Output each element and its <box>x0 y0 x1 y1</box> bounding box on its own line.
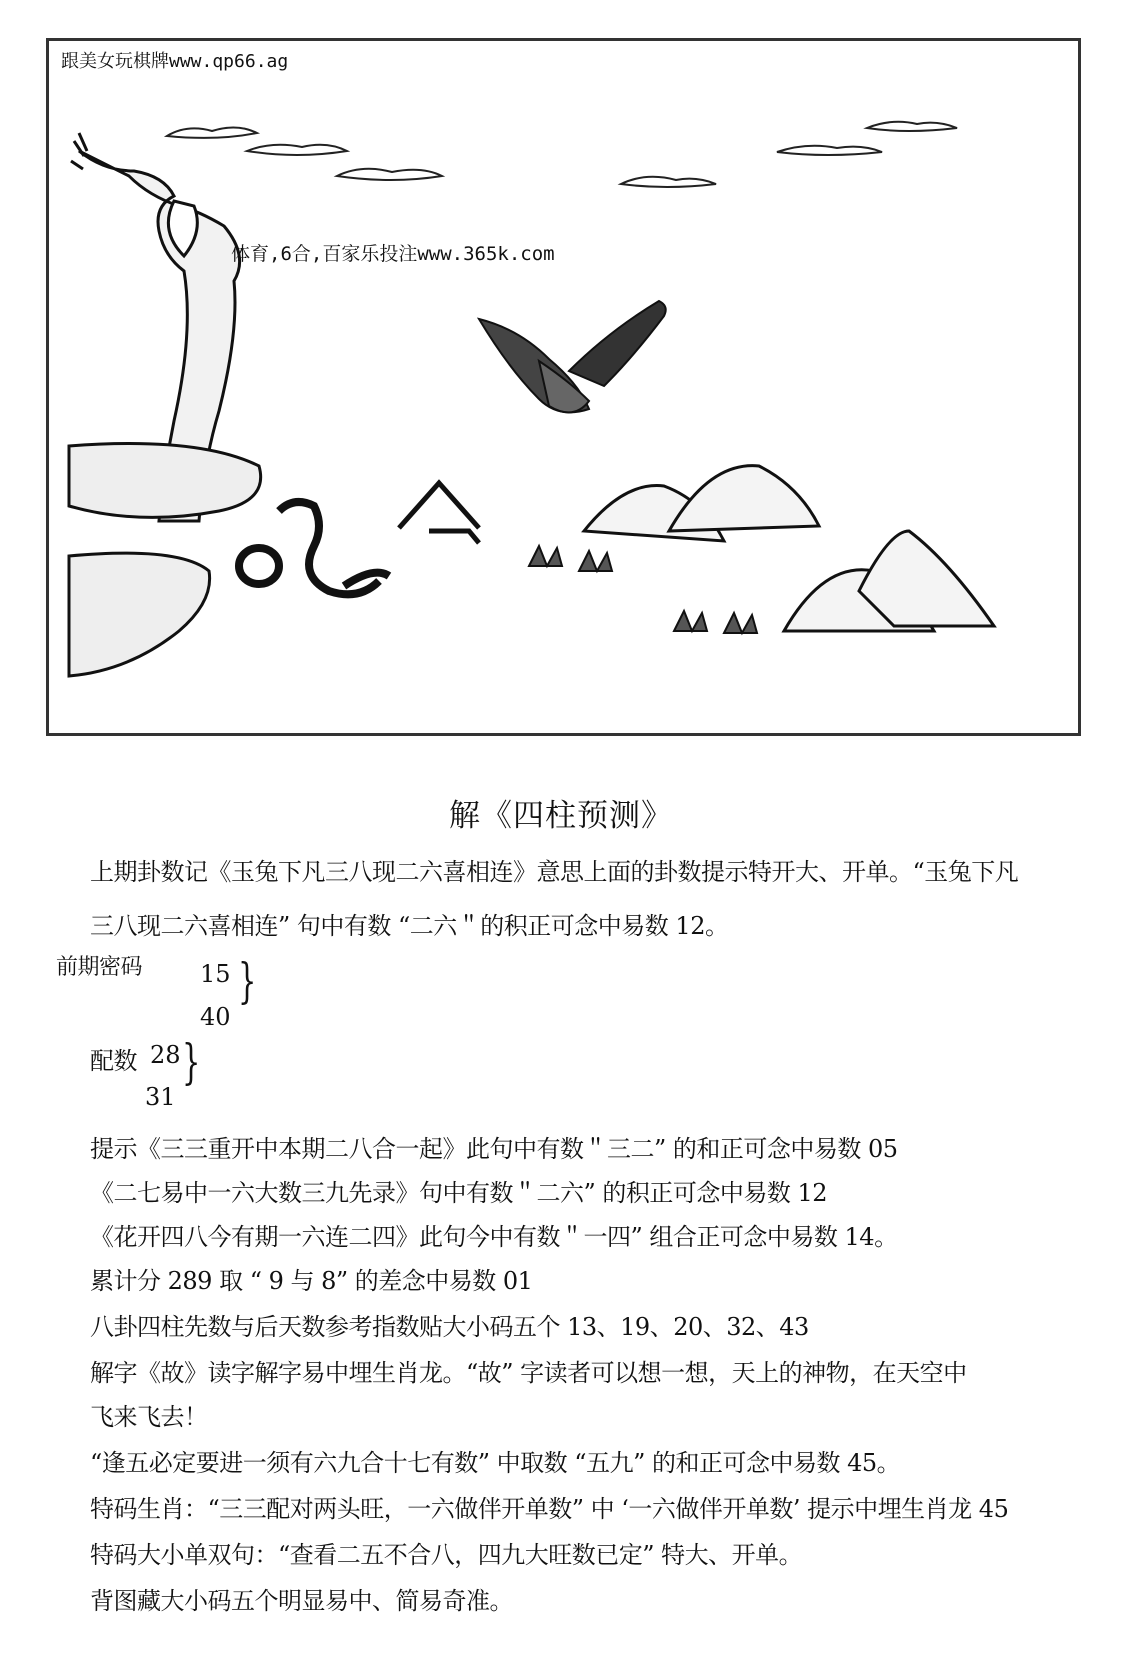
text-line: 《花开四八今有期一六连二四》此句今中有数＂一四” 组合正可念中易数 14。 <box>90 1223 898 1251</box>
watermark-top-left: 跟美女玩棋牌www.qp66.ag <box>61 51 289 72</box>
cloud <box>621 177 716 187</box>
prev-code-value: 40 <box>200 1003 231 1031</box>
snake <box>239 502 389 594</box>
caret-shape <box>399 483 479 543</box>
landscape-illustration <box>49 41 1078 733</box>
text-line: 累计分 289 取 “ 9 与 8” 的差念中易数 01 <box>90 1267 533 1295</box>
text-line: 飞来飞去！ <box>90 1403 208 1431</box>
pairing-value: 31 <box>145 1083 176 1111</box>
pairing-label: 配数 <box>90 1047 137 1075</box>
brace-symbol: } <box>182 1034 201 1090</box>
text-line: 特码生肖：“三三配对两头旺，一六做伴开单数” 中 ‘一六做伴开单数’ 提示中埋生肖龙 45 <box>90 1495 1009 1523</box>
plants <box>529 546 757 633</box>
cloud <box>167 127 257 137</box>
brace-symbol: } <box>238 953 257 1009</box>
pairing-value: 28 <box>150 1041 181 1069</box>
text-line: 提示《三三重开中本期二八合一起》此句中有数＂三二” 的和正可念中易数 05 <box>90 1135 898 1163</box>
cloud <box>777 146 882 155</box>
mountains <box>584 466 994 631</box>
text-line: 八卦四柱先数与后天数参考指数贴大小码五个 13、19、20、32、43 <box>90 1313 809 1341</box>
prev-code-value: 15 <box>200 960 231 988</box>
cloud <box>337 169 442 180</box>
clouds <box>167 122 957 187</box>
ground-platforms <box>69 444 261 677</box>
text-line: 特码大小单双句：“查看二五不合八，四九大旺数已定” 特大、开单。 <box>90 1541 803 1569</box>
watermark-middle: 体育,6合,百家乐投注www.365k.com <box>231 243 555 265</box>
eagle <box>479 301 666 412</box>
text-line: 解字《故》读字解字易中埋生肖龙。“故” 字读者可以想一想，天上的神物，在天空中 <box>90 1359 967 1387</box>
illustration-frame <box>46 38 1081 736</box>
paragraph-line: 上期卦数记《玉兔下凡三八现二六喜相连》意思上面的卦数提示特开大、开单。“玉兔下凡 <box>90 858 1019 886</box>
cloud <box>247 145 347 155</box>
cloud <box>867 122 957 131</box>
page-title: 解《四柱预测》 <box>449 798 673 834</box>
paragraph-line: 三八现二六喜相连” 句中有数 “二六＂的积正可念中易数 12。 <box>90 912 729 940</box>
text-line: “逢五必定要进一须有六九合十七有数” 中取数 “五九” 的和正可念中易数 45。 <box>90 1449 901 1477</box>
text-line: 《二七易中一六大数三九先录》句中有数＂二六” 的积正可念中易数 12 <box>90 1179 828 1207</box>
prev-code-label: 前期密码 <box>56 955 143 980</box>
text-line: 背图藏大小码五个明显易中、简易奇准。 <box>90 1587 513 1615</box>
